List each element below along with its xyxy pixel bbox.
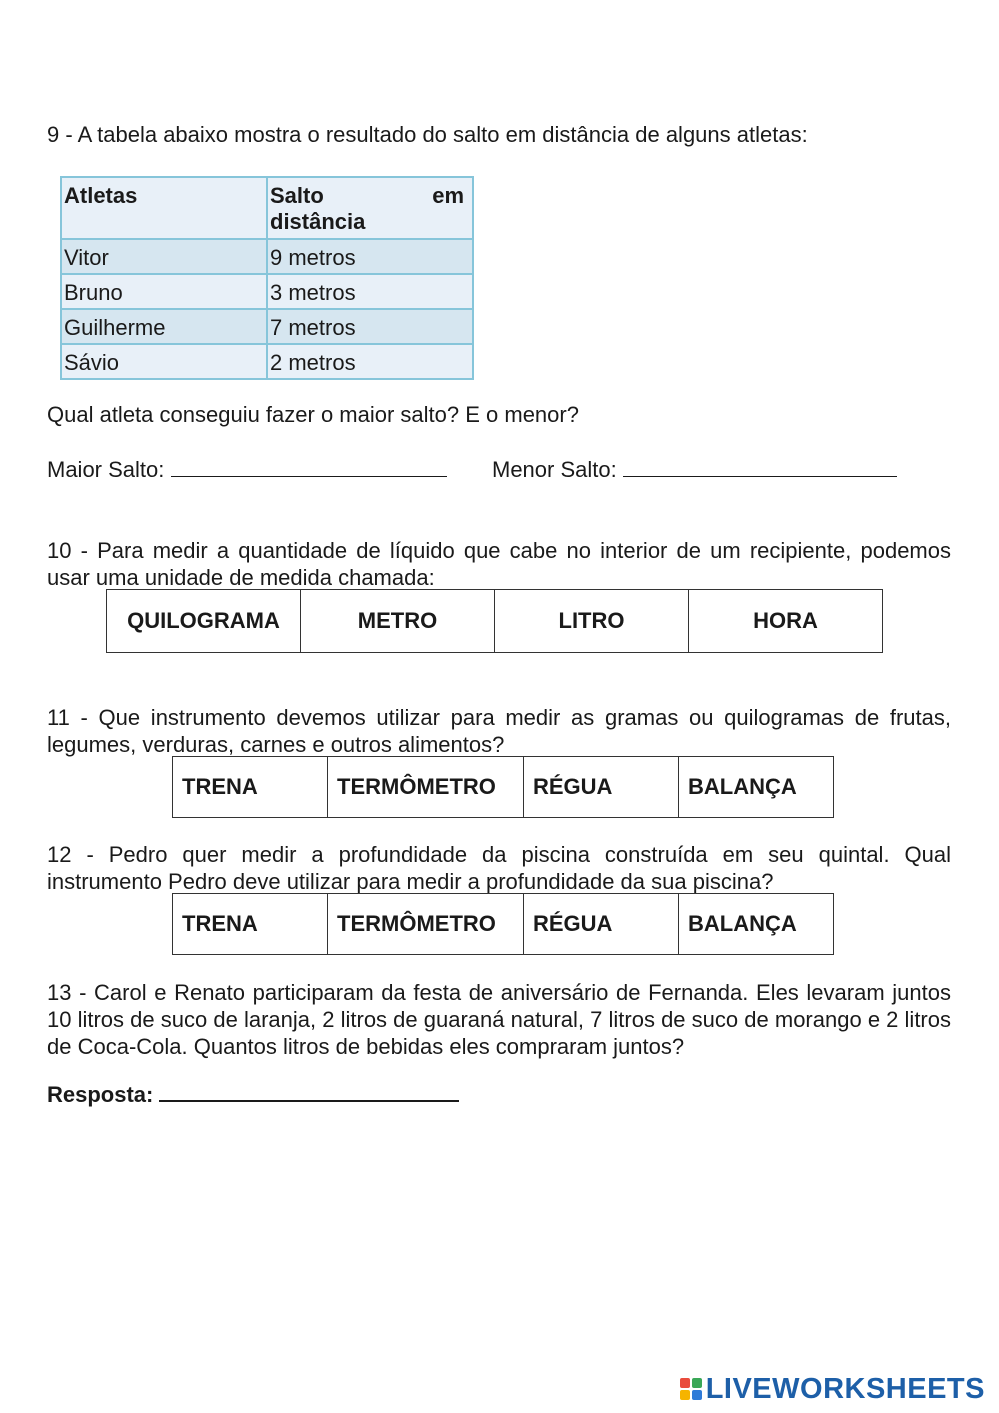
option-regua[interactable]: RÉGUA <box>524 757 679 818</box>
header-jump-word: Salto <box>270 183 324 208</box>
q9-prompt: 9 - A tabela abaixo mostra o resultado do salto em distância de alguns atletas: <box>47 122 808 147</box>
menor-salto-label: Menor Salto: <box>492 457 617 482</box>
q11-prompt: 11 - Que instrumento devemos utilizar para medir as gramas ou quilogramas de frutas, legumes, verduras, carnes e outros alimentos? <box>47 705 951 757</box>
table-row <box>61 344 473 379</box>
jump-value: 9 metros <box>267 239 473 274</box>
q12-prompt: 12 - Pedro quer medir a profundidade da piscina construída em seu quintal. Qual instrumento Pedro deve utilizar para medir a profundidade da sua piscina? <box>47 842 951 894</box>
menor-salto-line <box>492 455 897 483</box>
athlete-name: Vitor <box>61 239 267 274</box>
q11-options <box>172 756 834 818</box>
header-em-word: em <box>432 183 464 208</box>
option-termometro[interactable]: TERMÔMETRO <box>328 757 524 818</box>
q12-options <box>172 893 834 955</box>
brand-name: LIVEWORKSHEETS <box>705 1372 985 1405</box>
option-hora[interactable]: HORA <box>689 590 883 653</box>
option-balanca[interactable]: BALANÇA <box>679 894 834 955</box>
maior-salto-label: Maior Salto: <box>47 457 165 482</box>
liveworksheets-logo <box>680 1373 985 1405</box>
option-quilograma[interactable]: QUILOGRAMA <box>107 590 301 653</box>
jump-value: 2 metros <box>267 344 473 379</box>
option-litro[interactable]: LITRO <box>495 590 689 653</box>
option-regua[interactable]: RÉGUA <box>524 894 679 955</box>
answer-label: Resposta: <box>47 1082 154 1107</box>
table-row <box>61 309 473 344</box>
table-header-row <box>61 177 473 239</box>
q9-question: Qual atleta conseguiu fazer o maior salto? E o menor? <box>47 402 579 427</box>
option-metro[interactable]: METRO <box>301 590 495 653</box>
jump-value: 7 metros <box>267 309 473 344</box>
jump-value: 3 metros <box>267 274 473 309</box>
option-trena[interactable]: TRENA <box>173 757 328 818</box>
option-termometro[interactable]: TERMÔMETRO <box>328 894 524 955</box>
header-jump-distance <box>267 177 473 239</box>
table-row <box>61 239 473 274</box>
q10-prompt: 10 - Para medir a quantidade de líquido que cabe no interior de um recipiente, podemos usar uma unidade de medida chamada: <box>47 538 951 590</box>
q13-prompt: 13 - Carol e Renato participaram da festa de aniversário de Fernanda. Eles levaram juntos 10 litros de suco de laranja, 2 litros de guaraná natural, 7 litros de suco de morango e 2 litros de Coca-Cola. Quantos litros de bebidas eles compraram juntos? <box>47 980 951 1059</box>
option-trena[interactable]: TRENA <box>173 894 328 955</box>
answer-blank[interactable] <box>159 1080 459 1102</box>
header-athletes: Atletas <box>61 177 267 239</box>
maior-salto-line <box>47 455 447 483</box>
athlete-name: Guilherme <box>61 309 267 344</box>
menor-salto-answer-blank[interactable] <box>623 455 897 477</box>
athlete-name: Bruno <box>61 274 267 309</box>
logo-blocks-icon <box>680 1378 702 1400</box>
q10-options <box>106 589 883 653</box>
athlete-name: Sávio <box>61 344 267 379</box>
option-balanca[interactable]: BALANÇA <box>679 757 834 818</box>
header-distance-word: distância <box>270 209 366 234</box>
jump-results-table <box>60 176 474 380</box>
table-row <box>61 274 473 309</box>
maior-salto-answer-blank[interactable] <box>171 455 447 477</box>
answer-line <box>47 1080 459 1108</box>
